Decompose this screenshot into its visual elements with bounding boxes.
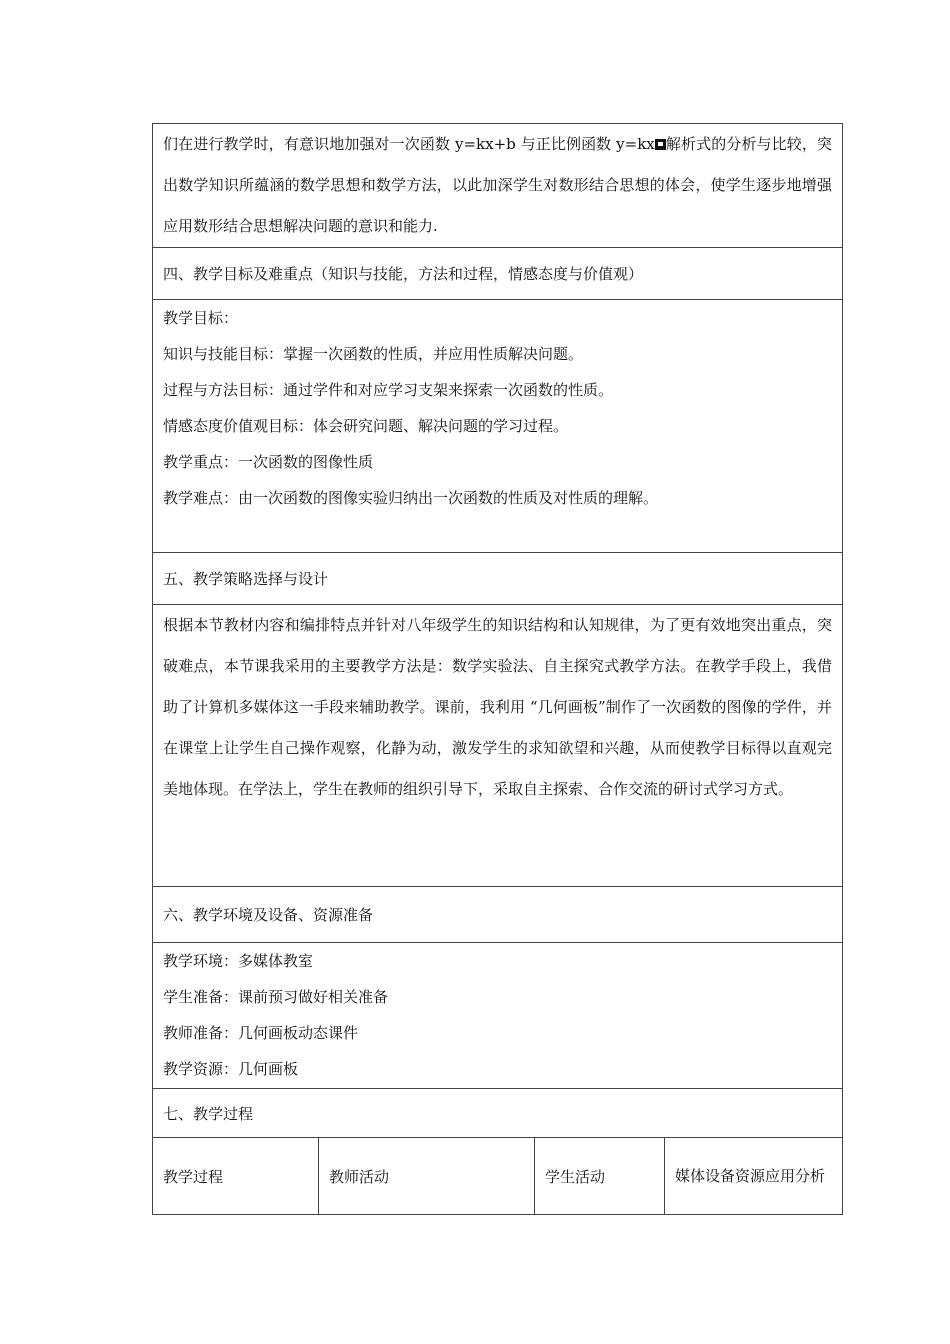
section7-header-row <box>153 1089 843 1138</box>
intro-post-text: 解析式的分析与比较，突出数学知识所蕴涵的数学思想和数学方法，以此加深学生对数形结合思想的体会，使学生逐步地增强应用数形结合思想解决问题的意识和能力. <box>163 135 833 235</box>
resource-line: 教师准备：几何画板动态课件 <box>163 1024 359 1042</box>
intro-cell <box>153 124 843 248</box>
intro-pre-text: 们在进行教学时，有意识地加强对一次函数 y=kx+b 与正比例函数 y=kx <box>163 135 655 153</box>
column-header-media: 媒体设备资源应用分析 <box>665 1138 843 1215</box>
goal-line: 教学目标： <box>163 309 239 327</box>
section7-title: 七、教学过程 <box>153 1089 843 1138</box>
goal-line: 教学重点：一次函数的图像性质 <box>163 453 374 471</box>
lesson-plan-page <box>152 123 842 1215</box>
lesson-plan-table <box>152 123 843 1215</box>
section6-body <box>153 943 843 1089</box>
section5-header-row <box>153 553 843 605</box>
process-header-row <box>153 1138 843 1215</box>
resource-line: 学生准备：课前预习做好相关准备 <box>163 988 389 1006</box>
intro-paragraph <box>163 124 832 247</box>
column-header-student: 学生活动 <box>535 1138 665 1215</box>
section5-title: 五、教学策略选择与设计 <box>153 553 843 605</box>
resource-line: 教学资源：几何画板 <box>163 1060 299 1078</box>
section5-body-row <box>153 605 843 887</box>
column-header-teacher: 教师活动 <box>319 1138 535 1215</box>
section4-title: 四、教学目标及难重点（知识与技能，方法和过程，情感态度与价值观） <box>153 248 843 300</box>
section4-body <box>153 300 843 553</box>
section6-header-row <box>153 887 843 943</box>
column-header-process: 教学过程 <box>153 1138 319 1215</box>
goal-line: 知识与技能目标：掌握一次函数的性质，并应用性质解决问题。 <box>163 345 584 363</box>
strategy-paragraph: 根据本节教材内容和编排特点并针对八年级学生的知识结构和认知规律，为了更有效地突出重点，突破难点，本节课我采用的主要教学方法是：数学实验法、自主探究式教学方法。在教学手段上，我借助了计算机多媒体这一手段来辅助教学。课前，我利用 “几何画板”制作了一次函数的图像的学件，并在课堂上让学生自己操作观察，化静为动，激发学生的求知欲望和兴趣，从而使教学目标得以直观完美地体现。在学法上，学生在教师的组织引导下，采取自主探索、合作交流的研讨式学习方式。 <box>163 616 833 798</box>
section4-header-row <box>153 248 843 300</box>
section5-body <box>153 605 843 887</box>
section6-title: 六、教学环境及设备、资源准备 <box>153 887 843 943</box>
section4-body-row <box>153 300 843 553</box>
intro-row <box>153 124 843 248</box>
resource-line: 教学环境：多媒体教室 <box>163 952 314 970</box>
goal-line: 情感态度价值观目标：体会研究问题、解决问题的学习过程。 <box>163 417 569 435</box>
lock-icon <box>655 139 666 150</box>
section6-body-row <box>153 943 843 1089</box>
goal-line: 教学难点：由一次函数的图像实验归纳出一次函数的性质及对性质的理解。 <box>163 489 659 507</box>
goal-line: 过程与方法目标：通过学件和对应学习支架来探索一次函数的性质。 <box>163 381 614 399</box>
